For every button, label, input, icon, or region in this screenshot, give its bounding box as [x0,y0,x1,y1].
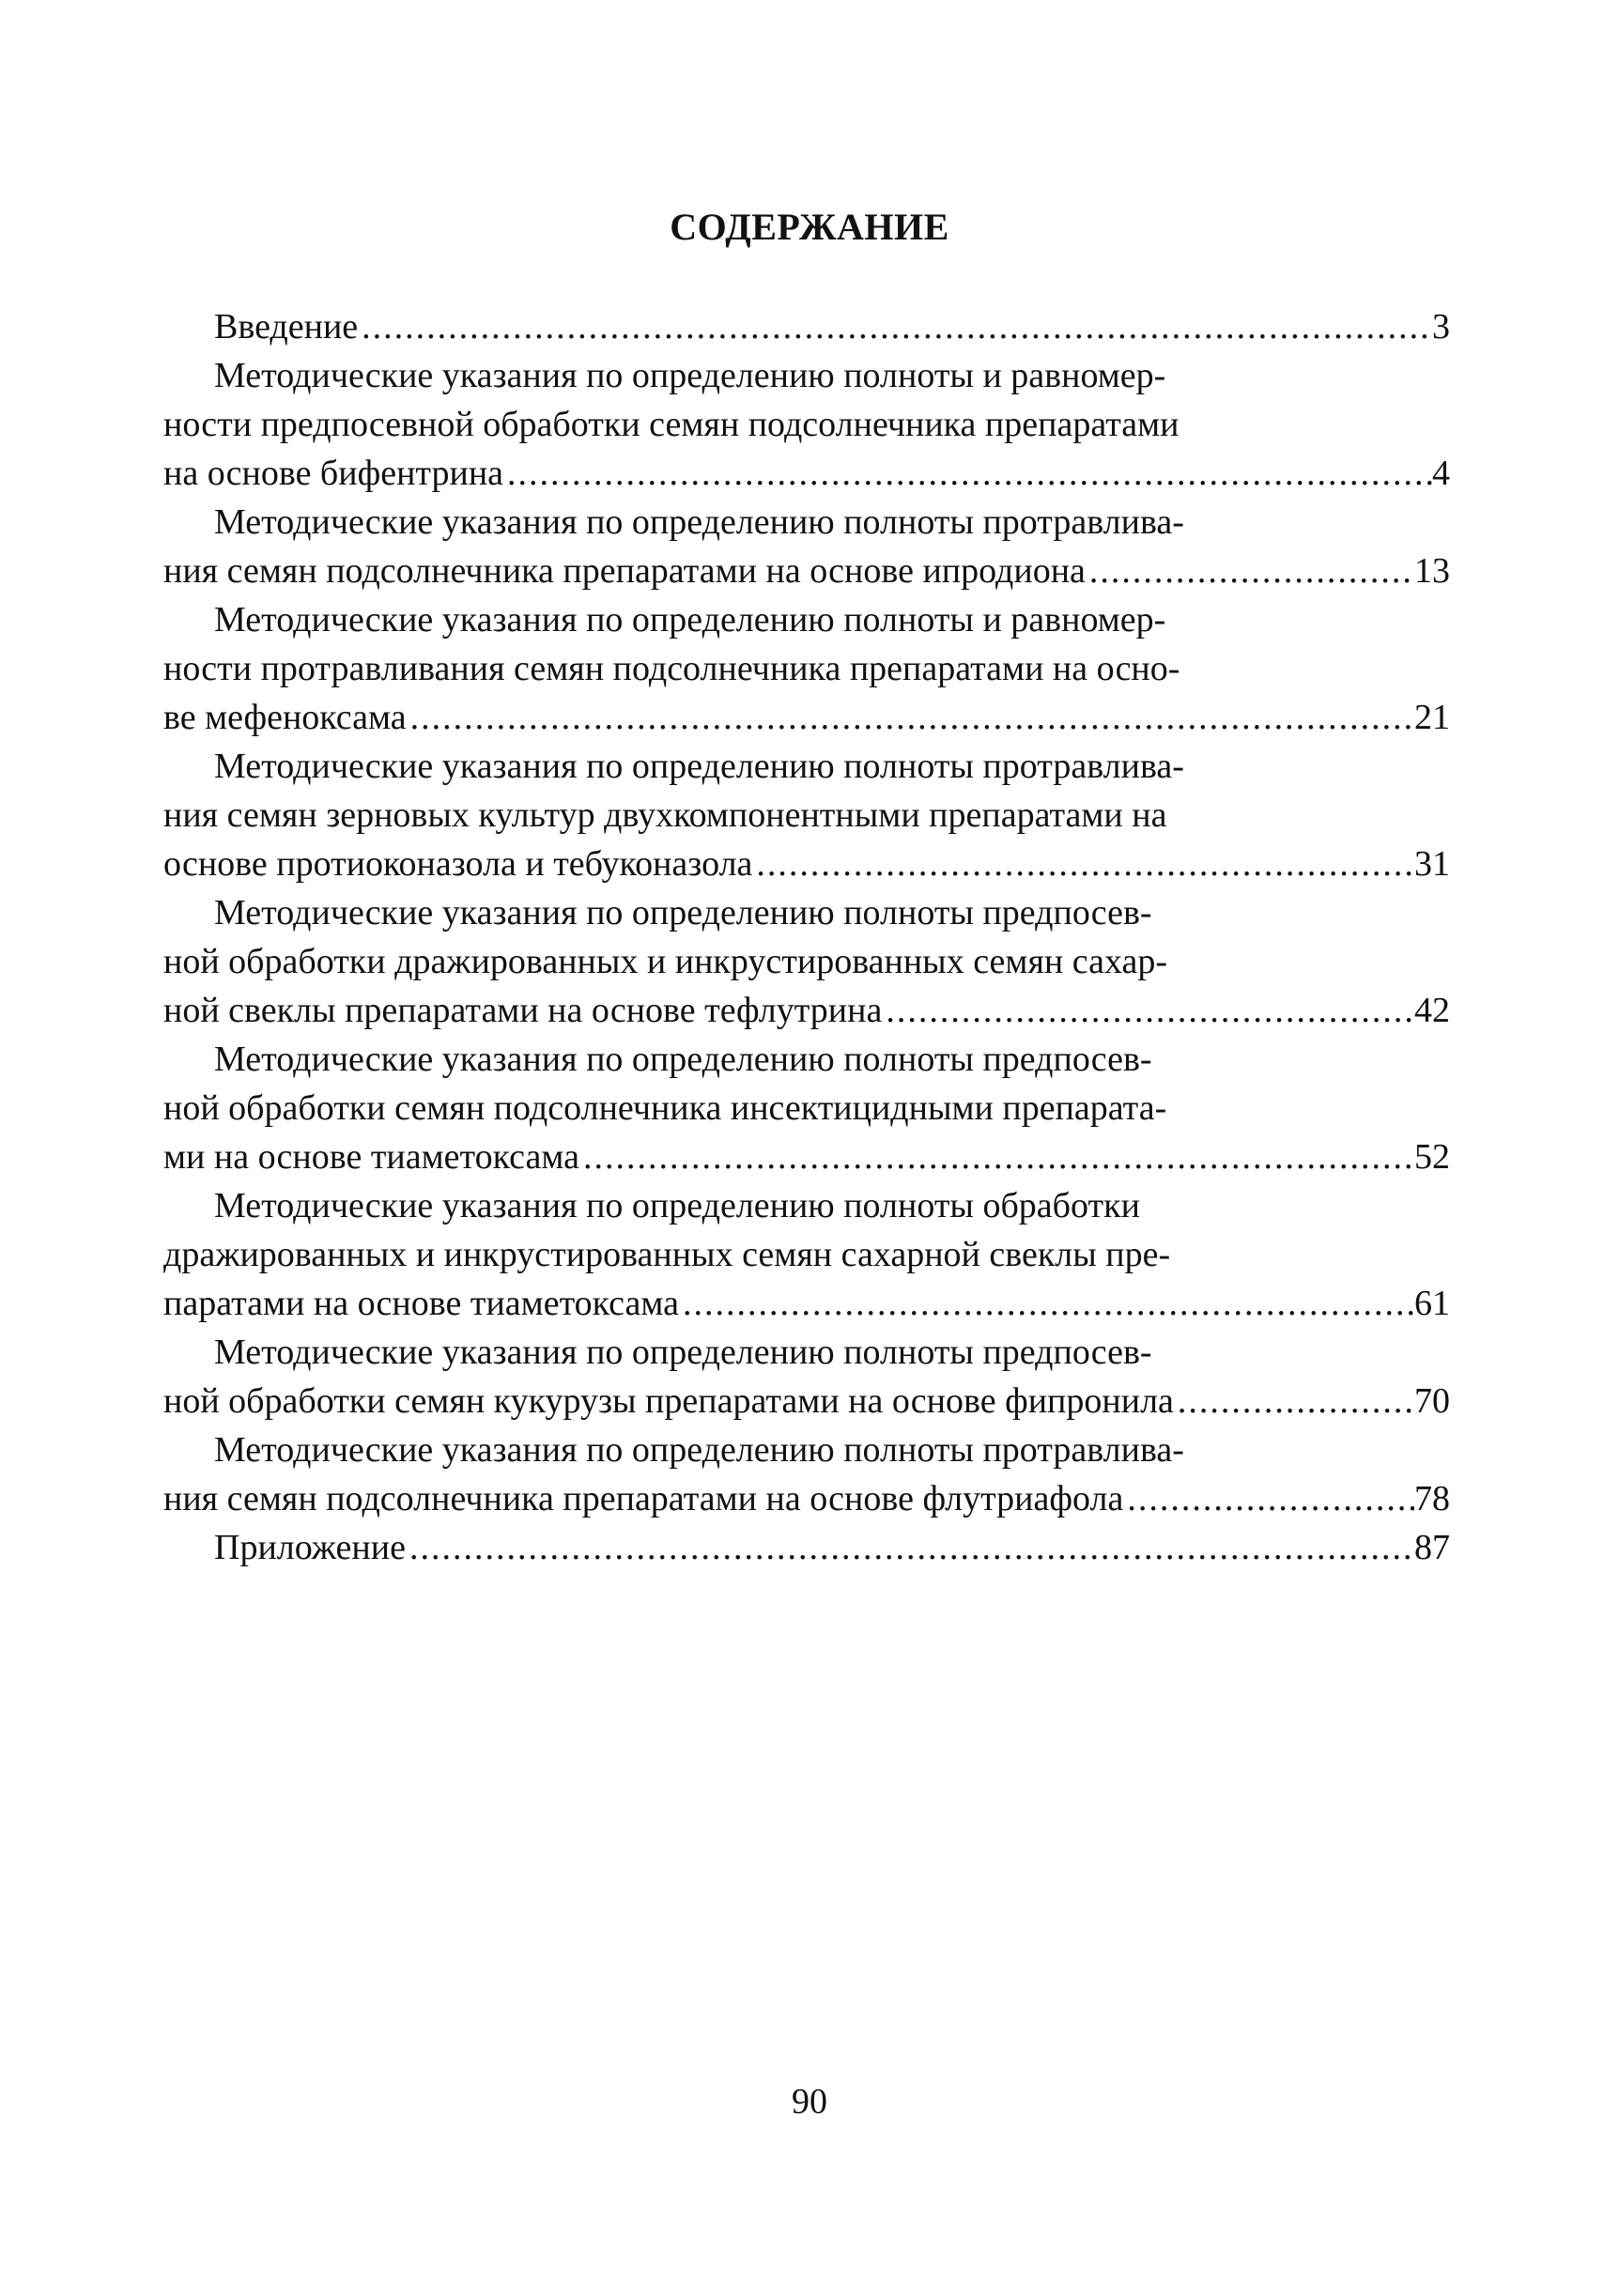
toc-entry-text: Методические указания по определению полноты протравлива- [214,502,1184,542]
toc-entry-text: Методические указания по определению полноты протравлива- [214,747,1184,786]
toc-page-number: 4 [1432,454,1450,493]
toc-page-number: 42 [1414,991,1450,1030]
toc-entry-text: Методические указания по определению полноты предпосев- [214,893,1152,932]
dot-leader [679,1279,1414,1328]
toc-entry-text: Приложение [214,1528,406,1567]
table-of-contents [163,302,1450,1572]
toc-entry[interactable] [163,1035,1450,1181]
dot-leader [407,693,1414,742]
toc-entry-text: Методические указания по определению полноты предпосев- [214,1333,1152,1372]
page-title: СОДЕРЖАНИЕ [670,206,949,248]
page-number: 90 [792,2082,827,2121]
toc-entry-text: ности предпосевной обработки семян подсолнечника препаратами [163,405,1180,444]
toc-page-number: 3 [1432,307,1450,347]
toc-entry-text: Методические указания по определению полноты и равномер- [214,600,1166,639]
dot-leader [752,840,1414,888]
toc-page-number: 21 [1414,698,1450,737]
toc-entry-text: ния семян зерновых культур двухкомпонентными препаратами на [163,795,1167,835]
toc-entry-text: ной обработки семян кукурузы препаратами на основе фипронила [163,1381,1174,1421]
toc-entry-text: на основе бифентрина [163,454,504,493]
dot-leader [1086,547,1414,595]
dot-leader [1174,1377,1414,1425]
toc-page-number: 31 [1414,844,1450,884]
toc-entry[interactable] [163,1328,1450,1425]
toc-entry[interactable] [163,1523,1450,1572]
toc-entry[interactable] [163,1425,1450,1523]
toc-entry-text: дражированных и инкрустированных семян сахарной свеклы пре- [163,1235,1171,1274]
dot-leader [406,1523,1414,1572]
dot-leader [1123,1474,1414,1523]
toc-entry-text: паратами на основе тиаметоксама [163,1284,680,1323]
dot-leader [358,302,1432,351]
toc-page-number: 70 [1414,1381,1450,1421]
toc-entry-text: ми на основе тиаметоксама [163,1137,580,1177]
toc-page-number: 61 [1414,1284,1450,1323]
toc-page-number: 87 [1414,1528,1450,1567]
toc-entry[interactable] [163,742,1450,888]
toc-page-number: 78 [1414,1479,1450,1518]
toc-entry[interactable] [163,351,1450,498]
toc-entry-text: основе протиоконазола и тебуконазола [163,844,753,884]
toc-entry-text: ной свеклы препаратами на основе тефлутрина [163,991,883,1030]
toc-entry-text: ной обработки семян подсолнечника инсектицидными препарата- [163,1088,1167,1128]
dot-leader [882,986,1414,1035]
toc-entry-text: ной обработки дражированных и инкрустированных семян сахар- [163,942,1167,981]
toc-entry[interactable] [163,1181,1450,1328]
toc-entry-text: ве мефеноксама [163,698,407,737]
toc-entry-text: Методические указания по определению полноты обработки [214,1186,1140,1225]
toc-entry-text: Методические указания по определению полноты протравлива- [214,1430,1184,1470]
toc-entry[interactable] [163,302,1450,351]
toc-entry[interactable] [163,498,1450,595]
toc-entry-text: ния семян подсолнечника препаратами на основе флутриафола [163,1479,1124,1518]
dot-leader [579,1133,1414,1181]
toc-page-number: 13 [1414,551,1450,591]
toc-entry-text: Методические указания по определению полноты и равномер- [214,356,1166,395]
toc-entry-text: ности протравливания семян подсолнечника препаратами на осно- [163,649,1180,688]
toc-entry-text: Методические указания по определению полноты предпосев- [214,1040,1152,1079]
toc-entry[interactable] [163,888,1450,1035]
dot-leader [503,449,1432,498]
toc-page-number: 52 [1414,1137,1450,1177]
toc-entry-text: Введение [214,307,359,347]
toc-entry-text: ния семян подсолнечника препаратами на основе ипродиона [163,551,1086,591]
toc-entry[interactable] [163,595,1450,742]
